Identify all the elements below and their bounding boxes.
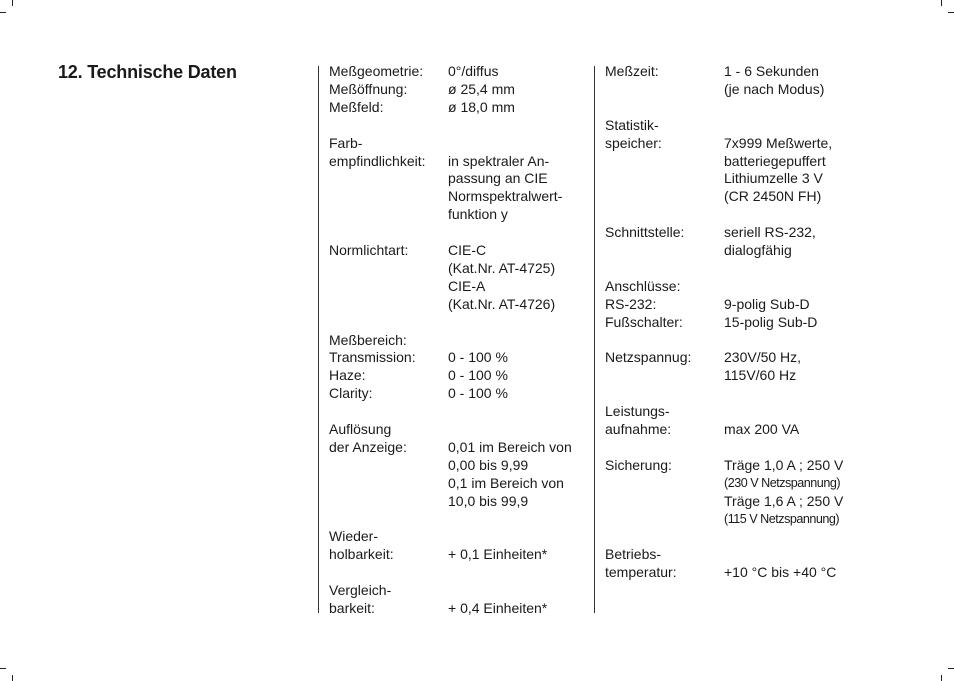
spec-label: Transmission:: [329, 349, 416, 366]
spec-value: (Kat.Nr. AT-4725): [448, 259, 556, 276]
spacer: [605, 260, 843, 278]
spec-label: [329, 188, 448, 206]
spec-label: Fußschalter:: [605, 313, 683, 330]
spec-row: [329, 206, 572, 224]
spec-label: Schnittstelle:: [605, 224, 685, 241]
spec-row: [329, 153, 572, 171]
spec-label: [329, 260, 448, 278]
spec-label: [329, 296, 448, 314]
spec-value: Lithiumzelle 3 V: [724, 170, 823, 187]
spec-column-right: [605, 63, 843, 582]
spacer: [605, 439, 843, 457]
spec-value: Träge 1,6 A ; 250 V: [724, 492, 844, 509]
spec-row: [605, 170, 843, 188]
spec-label: [329, 278, 448, 296]
spec-label: [329, 206, 448, 224]
spec-label: aufnahme:: [605, 421, 672, 438]
spec-label: [329, 457, 448, 475]
spec-label: [605, 475, 724, 493]
spec-row: [605, 135, 843, 153]
spec-label: Meßzeit:: [605, 63, 659, 79]
spacer: [329, 117, 572, 135]
spec-value: (Kat.Nr. AT-4726): [448, 295, 556, 312]
spec-label: Anschlüsse:: [605, 277, 681, 294]
spec-value: 0 - 100 %: [448, 367, 508, 384]
spacer: [605, 99, 843, 117]
spec-row: [605, 278, 843, 296]
crop-mark: [948, 668, 954, 669]
spec-value: batteriegepuffert: [724, 152, 826, 169]
spec-label: Haze:: [329, 367, 366, 384]
spec-label: Vergleich-: [329, 582, 392, 599]
spec-row: [329, 600, 572, 618]
spec-label: Wieder-: [329, 528, 379, 545]
spec-label: Auflösung: [329, 421, 392, 438]
spec-row: [329, 582, 572, 600]
spec-label: [605, 493, 724, 511]
spec-row: [605, 421, 843, 439]
spec-row: [329, 349, 572, 367]
spec-value: CIE-A: [448, 277, 486, 294]
spec-label: holbarkeit:: [329, 546, 394, 563]
spec-value: funktion y: [448, 206, 508, 223]
spec-label: temperatur:: [605, 564, 677, 581]
spec-row: [605, 403, 843, 421]
spec-label: [605, 188, 724, 206]
spec-value: + 0,1 Einheiten*: [448, 546, 548, 563]
spec-row: [329, 135, 572, 153]
spec-row: [329, 296, 572, 314]
spec-row: [329, 385, 572, 403]
spec-row: [329, 188, 572, 206]
spec-label: [605, 367, 724, 385]
spec-row: [329, 99, 572, 117]
spec-row: [329, 528, 572, 546]
crop-mark: [941, 0, 942, 6]
spec-value: 0,00 bis 9,99: [448, 456, 529, 473]
spec-label: [605, 242, 724, 260]
spec-label: [329, 475, 448, 493]
spec-row: [329, 421, 572, 439]
spec-row: [605, 564, 843, 582]
spec-value: in spektraler An-: [448, 152, 550, 169]
spec-label: [329, 170, 448, 188]
spec-label: der Anzeige:: [329, 438, 407, 455]
spacer: [329, 403, 572, 421]
spec-row: [605, 188, 843, 206]
spec-row: [329, 457, 572, 475]
spec-row: [605, 224, 843, 242]
spec-value: (je nach Modus): [724, 80, 825, 97]
spec-label: RS-232:: [605, 295, 657, 312]
spec-row: [329, 439, 572, 457]
spec-value: max 200 VA: [724, 421, 800, 438]
spacer: [329, 564, 572, 582]
spec-row: [605, 457, 843, 475]
crop-mark: [12, 0, 13, 6]
spec-value: ø 25,4 mm: [448, 80, 515, 97]
spec-label: [605, 511, 724, 529]
spec-label: [329, 493, 448, 511]
spec-value: CIE-C: [448, 242, 487, 259]
spacer: [329, 511, 572, 529]
spec-label: [605, 170, 724, 188]
spec-label: Betriebs-: [605, 546, 662, 563]
spec-label: [605, 81, 724, 99]
column-divider: [594, 66, 595, 613]
spec-row: [605, 367, 843, 385]
spec-value: (CR 2450N FH): [724, 188, 822, 205]
spacer: [605, 528, 843, 546]
spec-label: Leistungs-: [605, 403, 670, 420]
crop-mark: [12, 675, 13, 681]
spec-value: seriell RS-232,: [724, 224, 816, 241]
spec-value: 9-polig Sub-D: [724, 295, 810, 312]
spec-label: Meßbereich:: [329, 331, 407, 348]
spec-column-left: [329, 63, 572, 618]
crop-mark: [948, 12, 954, 13]
spec-row: [605, 296, 843, 314]
spec-value: 230V/50 Hz,: [724, 349, 802, 366]
spec-row: [329, 242, 572, 260]
spec-row: [605, 475, 843, 493]
spec-label: Farb-: [329, 134, 363, 151]
spec-label: Sicherung:: [605, 456, 672, 473]
spec-row: [329, 546, 572, 564]
spec-value: ø 18,0 mm: [448, 98, 515, 115]
spec-label: empfindlichkeit:: [329, 152, 426, 169]
spec-row: [605, 349, 843, 367]
spec-row: [605, 153, 843, 171]
spec-label: barkeit:: [329, 600, 375, 617]
spec-row: [329, 63, 572, 81]
spec-row: [605, 81, 843, 99]
spec-value: 1 - 6 Sekunden: [724, 63, 819, 79]
spec-value: passung an CIE: [448, 170, 548, 187]
spec-value: (115 V Netzspannung): [724, 511, 840, 526]
page-title: 12. Technische Daten: [58, 62, 237, 82]
spec-value: 0,1 im Bereich von: [448, 474, 564, 491]
spec-value: 115V/60 Hz: [724, 367, 797, 384]
spec-row: [605, 242, 843, 260]
spec-row: [329, 493, 572, 511]
spec-row: [605, 546, 843, 564]
spec-value: 0 - 100 %: [448, 385, 508, 402]
spec-label: Clarity:: [329, 385, 373, 402]
spec-row: [329, 260, 572, 278]
spec-value: + 0,4 Einheiten*: [448, 600, 548, 617]
spec-row: [605, 511, 843, 529]
spec-label: Statistik-: [605, 116, 659, 133]
spec-label: [605, 153, 724, 171]
spacer: [605, 206, 843, 224]
spec-value: 0 - 100 %: [448, 349, 508, 366]
spec-label: speicher:: [605, 134, 662, 151]
spec-value: 10,0 bis 99,9: [448, 492, 529, 509]
spec-row: [605, 314, 843, 332]
spec-value: Normspektralwert-: [448, 188, 563, 205]
spec-label: Meßfeld:: [329, 98, 384, 115]
spec-value: 7x999 Meßwerte,: [724, 134, 833, 151]
spec-label: Netzspannug:: [605, 349, 692, 366]
spec-value: Träge 1,0 A ; 250 V: [724, 456, 844, 473]
spec-row: [329, 278, 572, 296]
spacer: [329, 224, 572, 242]
crop-mark: [941, 675, 942, 681]
spec-row: [605, 493, 843, 511]
spacer: [605, 385, 843, 403]
spec-value: 0°/diffus: [448, 63, 499, 79]
spec-row: [329, 170, 572, 188]
spec-row: [605, 117, 843, 135]
spec-row: [329, 475, 572, 493]
spec-row: [605, 63, 843, 81]
spec-row: [329, 367, 572, 385]
spec-value: +10 °C bis +40 °C: [724, 564, 837, 581]
spec-value: (230 V Netzspannung): [724, 475, 841, 490]
spec-label: Normlichtart:: [329, 242, 409, 259]
spec-value: 0,01 im Bereich von: [448, 438, 572, 455]
spec-value: dialogfähig: [724, 242, 792, 259]
spacer: [329, 314, 572, 332]
spec-label: Meßgeometrie:: [329, 63, 424, 79]
column-divider: [318, 66, 319, 613]
spacer: [605, 332, 843, 350]
spec-label: Meßöffnung:: [329, 80, 408, 97]
spec-value: 15-polig Sub-D: [724, 313, 818, 330]
crop-mark: [0, 12, 6, 13]
spec-row: [329, 81, 572, 99]
crop-mark: [0, 668, 6, 669]
spec-row: [329, 332, 572, 350]
